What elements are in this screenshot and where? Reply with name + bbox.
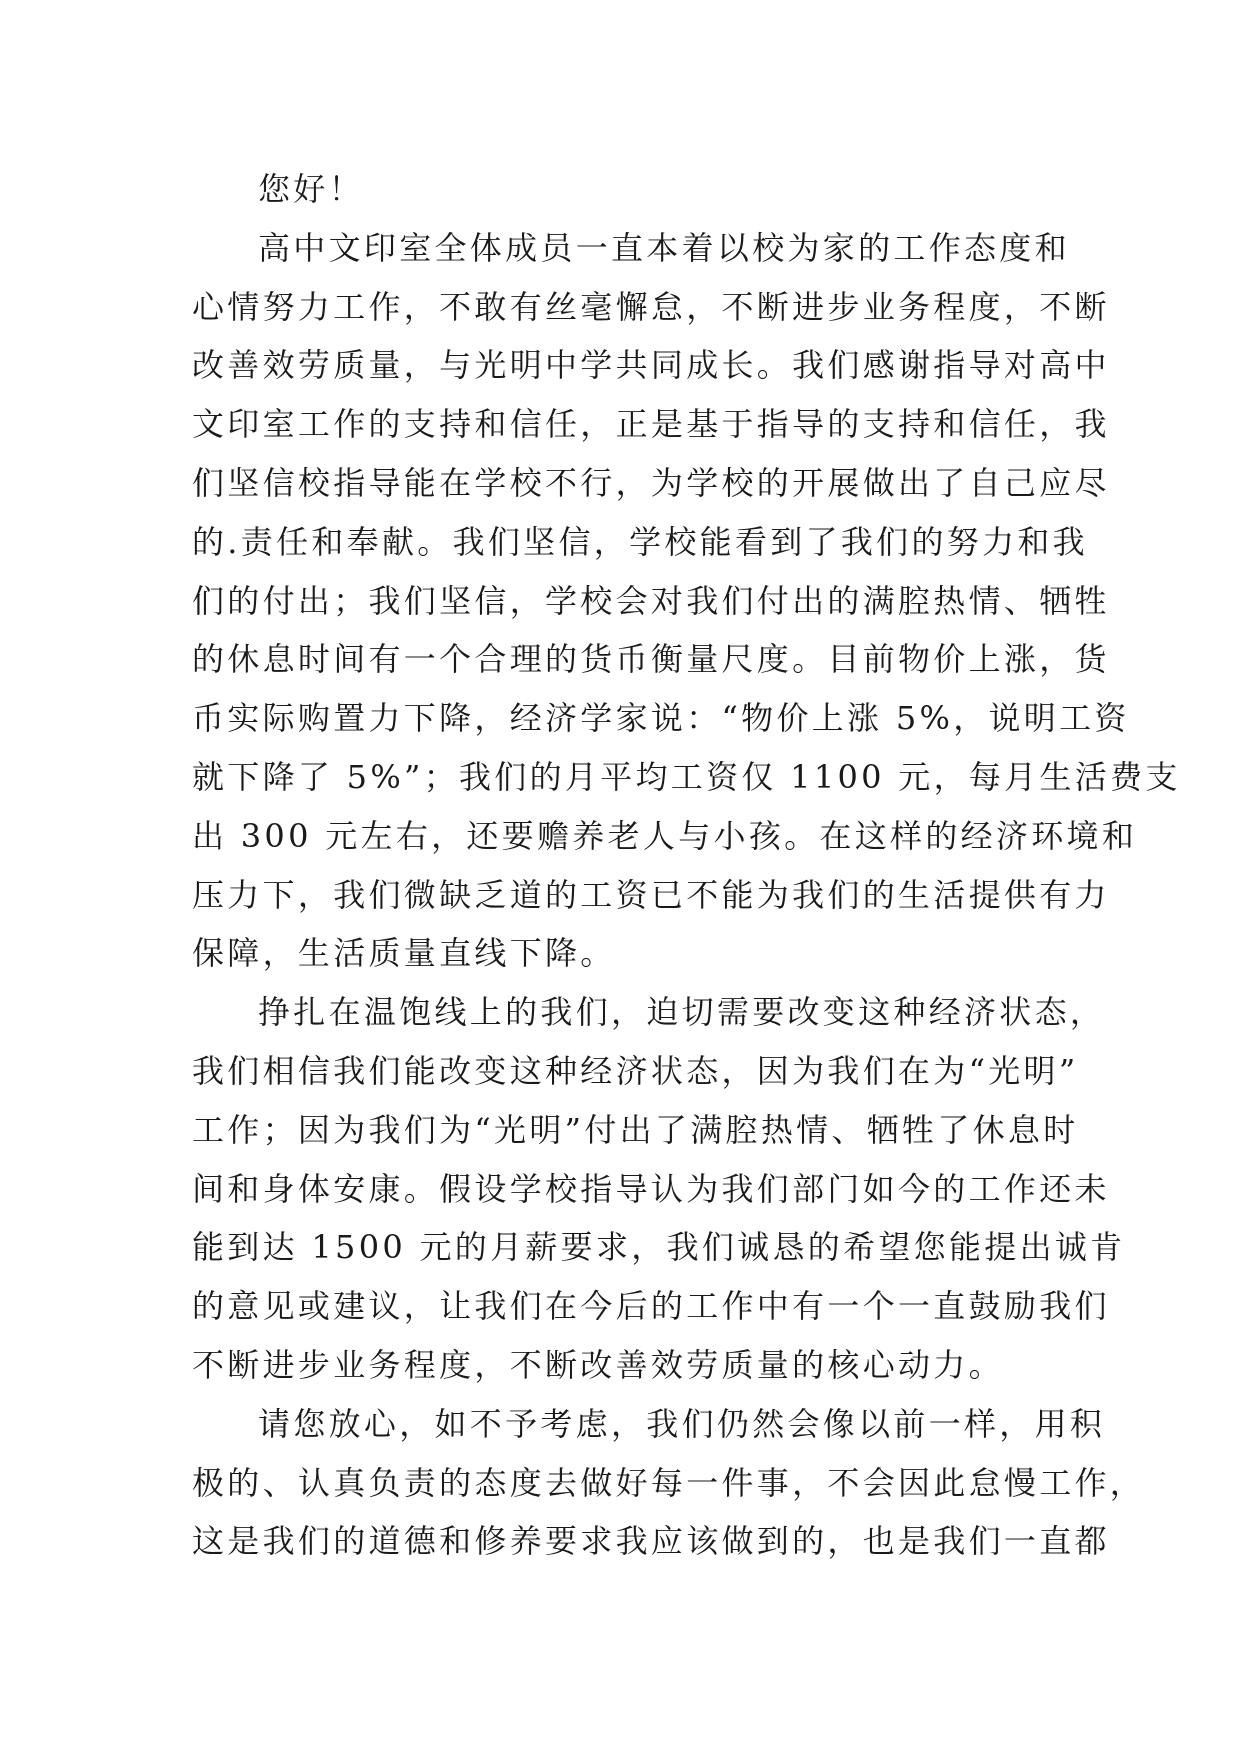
text-line: 们坚信校指导能在学校不行，为学校的开展做出了自己应尽 [192,463,1110,502]
text-line: 高中文印室全体成员一直本着以校为家的工作态度和 [258,228,1070,267]
text-line: 出 300 元左右，还要赡养老人与小孩。在这样的经济环境和 [192,816,1138,855]
text-line: 工作；因为我们为“光明”付出了满腔热情、牺牲了休息时 [192,1110,1079,1149]
text-line: 的.责任和奉献。我们坚信，学校能看到了我们的努力和我 [192,522,1088,561]
text-line: 们的付出；我们坚信，学校会对我们付出的满腔热情、牺牲 [192,581,1110,620]
text-line: 就下降了 5%”；我们的月平均工资仅 1100 元，每月生活费支 [192,757,1181,796]
text-line: 心情努力工作，不敢有丝毫懈怠，不断进步业务程度，不断 [192,287,1110,326]
text-line: 的休息时间有一个合理的货币衡量尺度。目前物价上涨，货 [192,640,1110,679]
text-line: 文印室工作的支持和信任，正是基于指导的支持和信任，我 [192,405,1110,444]
text-line: 挣扎在温饱线上的我们，迫切需要改变这种经济状态， [258,993,1106,1032]
text-line: 请您放心，如不予考虑，我们仍然会像以前一样，用积 [258,1404,1106,1443]
text-line: 这是我们的道德和修养要求我应该做到的，也是我们一直都 [192,1522,1110,1561]
text-line: 不断进步业务程度，不断改善效劳质量的核心动力。 [192,1345,1004,1384]
text-line: 压力下，我们微缺乏道的工资已不能为我们的生活提供有力 [192,875,1110,914]
text-line: 间和身体安康。假设学校指导认为我们部门如今的工作还未 [192,1169,1110,1208]
letter-body [192,160,1181,1571]
text-line: 能到达 1500 元的月薪要求，我们诚恳的希望您能提出诚肯 [192,1228,1126,1267]
text-line: 保障，生活质量直线下降。 [192,934,616,973]
text-line: 币实际购置力下降，经济学家说：“物价上涨 5%，说明工资 [192,699,1130,738]
text-line: 改善效劳质量，与光明中学共同成长。我们感谢指导对高中 [192,346,1110,385]
greeting-line: 您好！ [258,170,364,208]
text-line: 极的、认真负责的态度去做好每一件事，不会因此怠慢工作， [192,1463,1146,1502]
text-line: 的意见或建议，让我们在今后的工作中有一个一直鼓励我们 [192,1287,1110,1326]
text-line: 我们相信我们能改变这种经济状态，因为我们在为“光明” [192,1051,1079,1090]
